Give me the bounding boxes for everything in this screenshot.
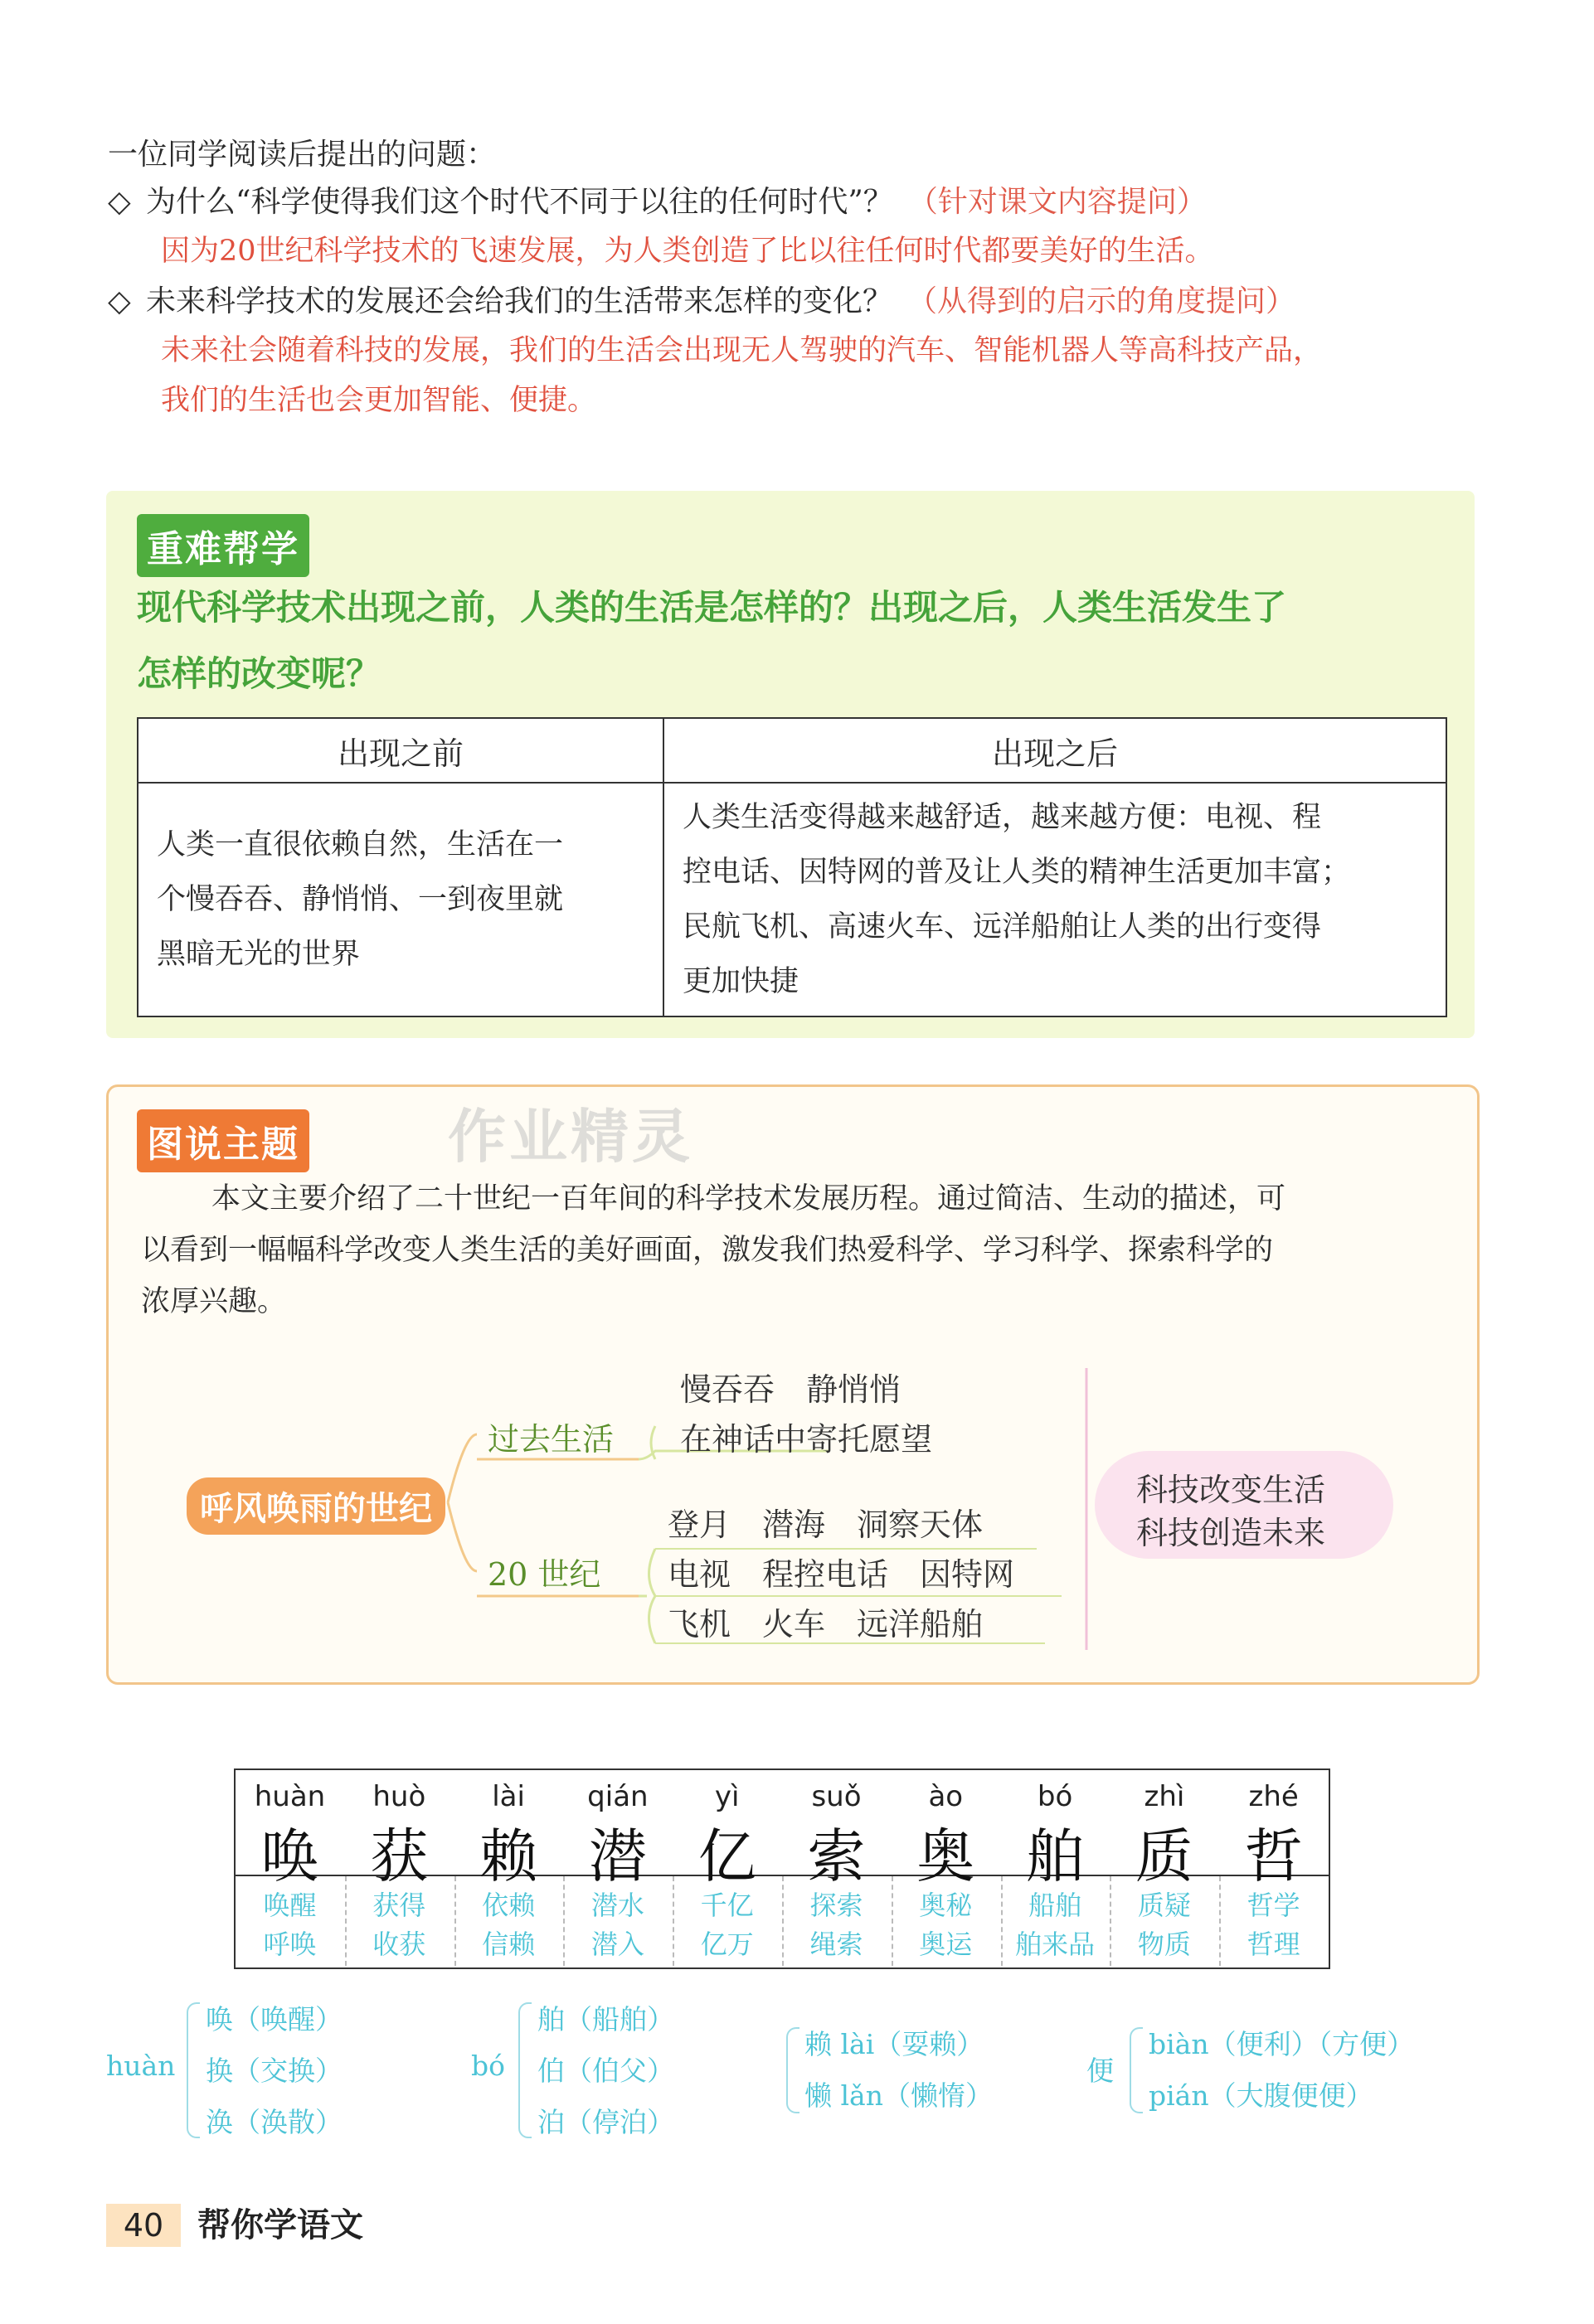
mindmap-past-item-1: 慢吞吞 静悄悄 <box>680 1371 901 1408</box>
char-hanzi: 哲 <box>1244 1822 1303 1890</box>
char-word-2: 收获 <box>372 1929 426 1960</box>
char-pinyin: bó <box>1037 1780 1073 1813</box>
theme-paragraph-line-3: 浓厚兴趣。 <box>141 1285 287 1318</box>
character-grid <box>234 1768 1330 1969</box>
answer-2-line-1: 未来社会随着科技的发展，我们的生活会出现无人驾驶的汽车、智能机器人等高科技产品， <box>161 334 1323 367</box>
after-line: 人类生活变得越来越舒适，越来越方便：电视、程 <box>683 801 1322 834</box>
note-bian-item-1: biàn（便利）（方便） <box>1149 2028 1415 2060</box>
char-pinyin: ào <box>928 1780 964 1813</box>
mindmap-20c-item-1: 登月 潜海 洞察天体 <box>668 1506 984 1543</box>
difficult-tag: 重难帮学 <box>137 514 309 577</box>
question-2-note: （从得到的启示的角度提问） <box>907 284 1296 318</box>
after-line: 更加快捷 <box>683 965 799 998</box>
char-word-2: 物质 <box>1137 1929 1191 1960</box>
grid-cell-divider <box>345 1876 347 1966</box>
char-word-2: 哲理 <box>1247 1929 1300 1960</box>
question-1-text: 为什么“科学使得我们这个时代不同于以往的任何时代”？ <box>146 185 893 219</box>
note-bo-label: bó <box>471 2050 505 2082</box>
char-hanzi: 索 <box>807 1822 866 1890</box>
char-cell <box>1110 1770 1218 1967</box>
note-bo-item-3: 泊（停泊） <box>537 2106 674 2138</box>
after-line: 民航飞机、高速火车、远洋船舶让人类的出行变得 <box>683 910 1322 944</box>
char-pinyin: qián <box>587 1780 649 1813</box>
char-pinyin: suǒ <box>811 1780 862 1813</box>
book-title: 帮你学语文 <box>197 2206 363 2244</box>
difficult-question-line-2: 怎样的改变呢？ <box>137 653 381 694</box>
diamond-icon: ◇ <box>108 185 131 219</box>
table-header-after: 出现之后 <box>663 718 1446 783</box>
note-huan-item-2: 换（交换） <box>206 2055 343 2087</box>
grid-cell-divider <box>1001 1876 1003 1966</box>
char-hanzi: 质 <box>1135 1822 1193 1890</box>
brace-huan <box>187 2002 200 2138</box>
theme-paragraph-line-2: 以看到一幅幅科学改变人类生活的美好画面，激发我们热爱科学、学习科学、探索科学的 <box>141 1234 1274 1267</box>
char-word-1: 依赖 <box>482 1890 536 1921</box>
grid-cell-divider <box>1219 1876 1221 1966</box>
char-word-2: 绳索 <box>809 1929 863 1960</box>
char-pinyin: zhé <box>1248 1780 1299 1813</box>
diamond-icon: ◇ <box>108 284 131 318</box>
theme-paragraph-line-1: 本文主要介绍了二十世纪一百年间的科学技术发展历程。通过简洁、生动的描述，可 <box>211 1182 1286 1215</box>
char-word-1: 哲学 <box>1247 1890 1300 1921</box>
grid-cell-divider <box>563 1876 565 1966</box>
page-number: 40 <box>106 2204 181 2247</box>
difficult-question-line-1: 现代科学技术出现之前，人类的生活是怎样的？出现之后，人类生活发生了 <box>137 587 1287 628</box>
brace-bian <box>1130 2027 1143 2113</box>
note-lai-item-2: 懒 lǎn（懒惰） <box>804 2079 993 2112</box>
char-cell <box>563 1770 672 1967</box>
after-line: 控电话、因特网的普及让人类的精神生活更加丰富； <box>683 856 1351 889</box>
mindmap-branch-20c: 20 世纪 <box>488 1556 601 1593</box>
char-pinyin: huò <box>372 1780 426 1813</box>
note-huan-label: huàn <box>106 2050 176 2082</box>
mindmap-root: 呼风唤雨的世纪 <box>187 1477 445 1535</box>
mindmap-branch-past: 过去生活 <box>488 1421 615 1458</box>
before-line: 黑暗无光的世界 <box>157 938 361 971</box>
char-hanzi: 获 <box>370 1822 429 1890</box>
theme-tag: 图说主题 <box>137 1109 309 1172</box>
char-cell <box>1001 1770 1110 1967</box>
char-word-1: 千亿 <box>700 1890 754 1921</box>
before-line: 个慢吞吞、静悄悄、一到夜里就 <box>157 883 564 916</box>
char-cell <box>1219 1770 1328 1967</box>
mindmap-past-item-2: 在神话中寄托愿望 <box>680 1421 933 1458</box>
note-huan-item-3: 涣（涣散） <box>206 2106 343 2138</box>
note-lai-item-1: 赖 lài（耍赖） <box>804 2028 984 2060</box>
char-cell <box>782 1770 891 1967</box>
grid-cell-divider <box>782 1876 784 1966</box>
questions-intro: 一位同学阅读后提出的问题： <box>108 138 497 172</box>
char-cell <box>236 1770 344 1967</box>
grid-cell-divider <box>892 1876 893 1966</box>
mindmap-20c-item-2: 电视 程控电话 因特网 <box>668 1556 1015 1593</box>
char-hanzi: 潜 <box>588 1822 647 1890</box>
char-cell <box>892 1770 1000 1967</box>
char-word-1: 船舶 <box>1028 1890 1082 1921</box>
note-huan-item-1: 唤（唤醒） <box>206 2003 343 2035</box>
char-cell <box>454 1770 563 1967</box>
answer-1-line: 因为20世纪科学技术的飞速发展，为人类创造了比以往任何时代都要美好的生活。 <box>161 235 1214 268</box>
char-word-1: 获得 <box>372 1890 426 1921</box>
char-hanzi: 赖 <box>479 1822 538 1890</box>
char-pinyin: huàn <box>254 1780 326 1813</box>
brace-lai <box>786 2027 799 2113</box>
char-hanzi: 奥 <box>916 1822 975 1890</box>
char-word-1: 奥秘 <box>919 1890 973 1921</box>
char-word-2: 舶来品 <box>1015 1929 1096 1960</box>
char-cell <box>345 1770 454 1967</box>
char-word-1: 探索 <box>809 1890 863 1921</box>
brace-bo <box>518 2002 532 2138</box>
char-word-2: 亿万 <box>700 1929 754 1960</box>
char-pinyin: lài <box>492 1780 525 1813</box>
char-word-1: 潜水 <box>590 1890 644 1921</box>
char-word-2: 奥运 <box>919 1929 973 1960</box>
note-bian-item-2: pián（大腹便便） <box>1149 2079 1373 2112</box>
mindmap-conclusion-2: 科技创造未来 <box>1136 1515 1326 1551</box>
char-word-2: 信赖 <box>482 1929 536 1960</box>
char-hanzi: 亿 <box>697 1822 756 1890</box>
table-header-before: 出现之前 <box>138 718 663 783</box>
mindmap-20c-item-3: 飞机 火车 远洋船舶 <box>668 1606 984 1642</box>
note-bo-item-1: 舶（船舶） <box>537 2003 674 2035</box>
watermark: 作业精灵 <box>448 1103 693 1171</box>
char-word-2: 潜入 <box>590 1929 644 1960</box>
question-2-text: 未来科学技术的发展还会给我们的生活带来怎样的变化？ <box>146 284 893 318</box>
char-hanzi: 舶 <box>1026 1822 1085 1890</box>
char-word-2: 呼唤 <box>263 1929 317 1960</box>
mindmap-conclusion-1: 科技改变生活 <box>1136 1472 1326 1508</box>
char-word-1: 质疑 <box>1137 1890 1191 1921</box>
grid-cell-divider <box>1110 1876 1111 1966</box>
char-pinyin: zhì <box>1144 1780 1185 1813</box>
char-word-1: 唤醒 <box>263 1890 317 1921</box>
grid-cell-divider <box>454 1876 456 1966</box>
char-hanzi: 唤 <box>260 1822 319 1890</box>
note-bo-item-2: 伯（伯父） <box>537 2055 674 2087</box>
char-pinyin: yì <box>714 1780 740 1813</box>
grid-cell-divider <box>673 1876 674 1966</box>
char-cell <box>673 1770 781 1967</box>
answer-2-line-2: 我们的生活也会更加智能、便捷。 <box>161 384 597 417</box>
before-line: 人类一直很依赖自然，生活在一 <box>157 828 564 861</box>
question-1-note: （针对课文内容提问） <box>907 185 1207 219</box>
note-bian-label: 便 <box>1086 2055 1114 2087</box>
